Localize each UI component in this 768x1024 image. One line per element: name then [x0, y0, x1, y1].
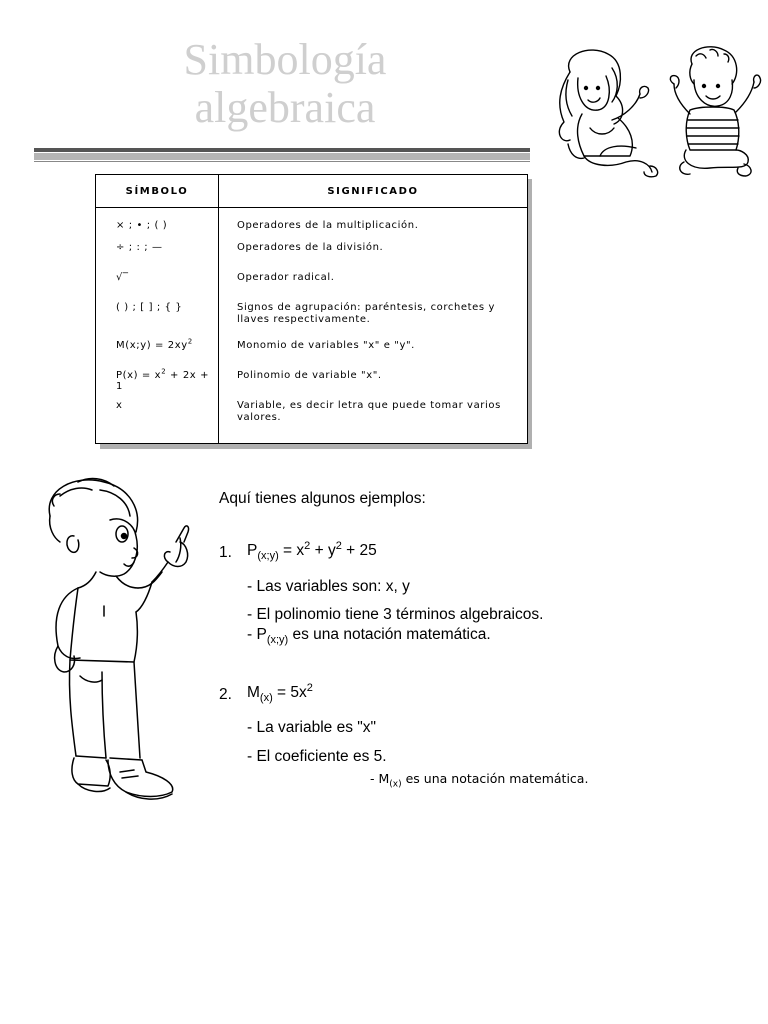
symbol-cell: ( ) ; [ ] ; { } [96, 298, 219, 336]
examples-heading: Aquí tienes algunos ejemplos: [219, 490, 426, 507]
table-row [96, 208, 528, 238]
symbol-cell: ÷ ; : ; — [96, 238, 219, 268]
example-1-formula: $P_{(x;y)} = x^2 + y^2 + 25$ [247, 539, 377, 563]
table-row [96, 298, 528, 336]
example-2-number: 2. [219, 686, 232, 703]
example-2-note: - $M_{(x)}$ es una notación matemática. [370, 771, 589, 790]
symbol-cell: × ; • ; ( ) [96, 208, 219, 238]
table-row [96, 336, 528, 366]
example-1-line-1: - Las variables son: x, y [247, 578, 410, 595]
example-1-line-3: - $P_{(x;y)}$ es una notación matemática. [247, 626, 491, 647]
column-header-symbol: SÍMBOLO [96, 175, 219, 208]
children-illustration [540, 44, 762, 182]
symbol-table [95, 174, 528, 444]
title-line-1: Simbología [183, 35, 387, 84]
meaning-cell: Operador radical. [237, 271, 335, 283]
table-header-row [96, 175, 528, 208]
meaning-cell: Operadores de la división. [237, 241, 384, 253]
meaning-cell: Polinomio de variable "x". [237, 369, 382, 381]
meaning-cell: Signos de agrupación: paréntesis, corchetes y llaves respectivamente. [237, 301, 496, 325]
table-row [96, 268, 528, 298]
example-2-line-1: - La variable es "x" [247, 719, 377, 736]
header-rule-dark [34, 148, 530, 152]
table-row [96, 238, 528, 268]
table-row [96, 366, 528, 396]
page-title [150, 36, 420, 132]
boy-pointing-illustration [30, 476, 200, 818]
meaning-cell: Variable, es decir letra que puede tomar varios valores. [237, 399, 501, 423]
example-2-line-2: - El coeficiente es 5. [247, 748, 387, 765]
header-rule-thin [34, 161, 530, 162]
example-2-formula: $M_{(x)} = 5x^2$ [247, 681, 313, 705]
meaning-cell: Operadores de la multiplicación. [237, 220, 419, 231]
header-rule-gray [34, 153, 530, 160]
symbol-cell: x [96, 396, 219, 444]
symbol-cell: √‾ [96, 268, 219, 298]
symbol-cell: M(x;y) = $2xy^2$ [96, 336, 219, 366]
meaning-cell: Monomio de variables "x" e "y". [237, 339, 415, 351]
title-line-2: algebraica [194, 83, 376, 132]
example-1-number: 1. [219, 544, 232, 561]
column-header-meaning: SIGNIFICADO [219, 175, 528, 208]
example-1-line-2: - El polinomio tiene 3 términos algebraicos. [247, 606, 544, 623]
symbol-cell: $P(x) = x^2 + 2x + 1$ [96, 366, 219, 396]
table-row [96, 396, 528, 444]
